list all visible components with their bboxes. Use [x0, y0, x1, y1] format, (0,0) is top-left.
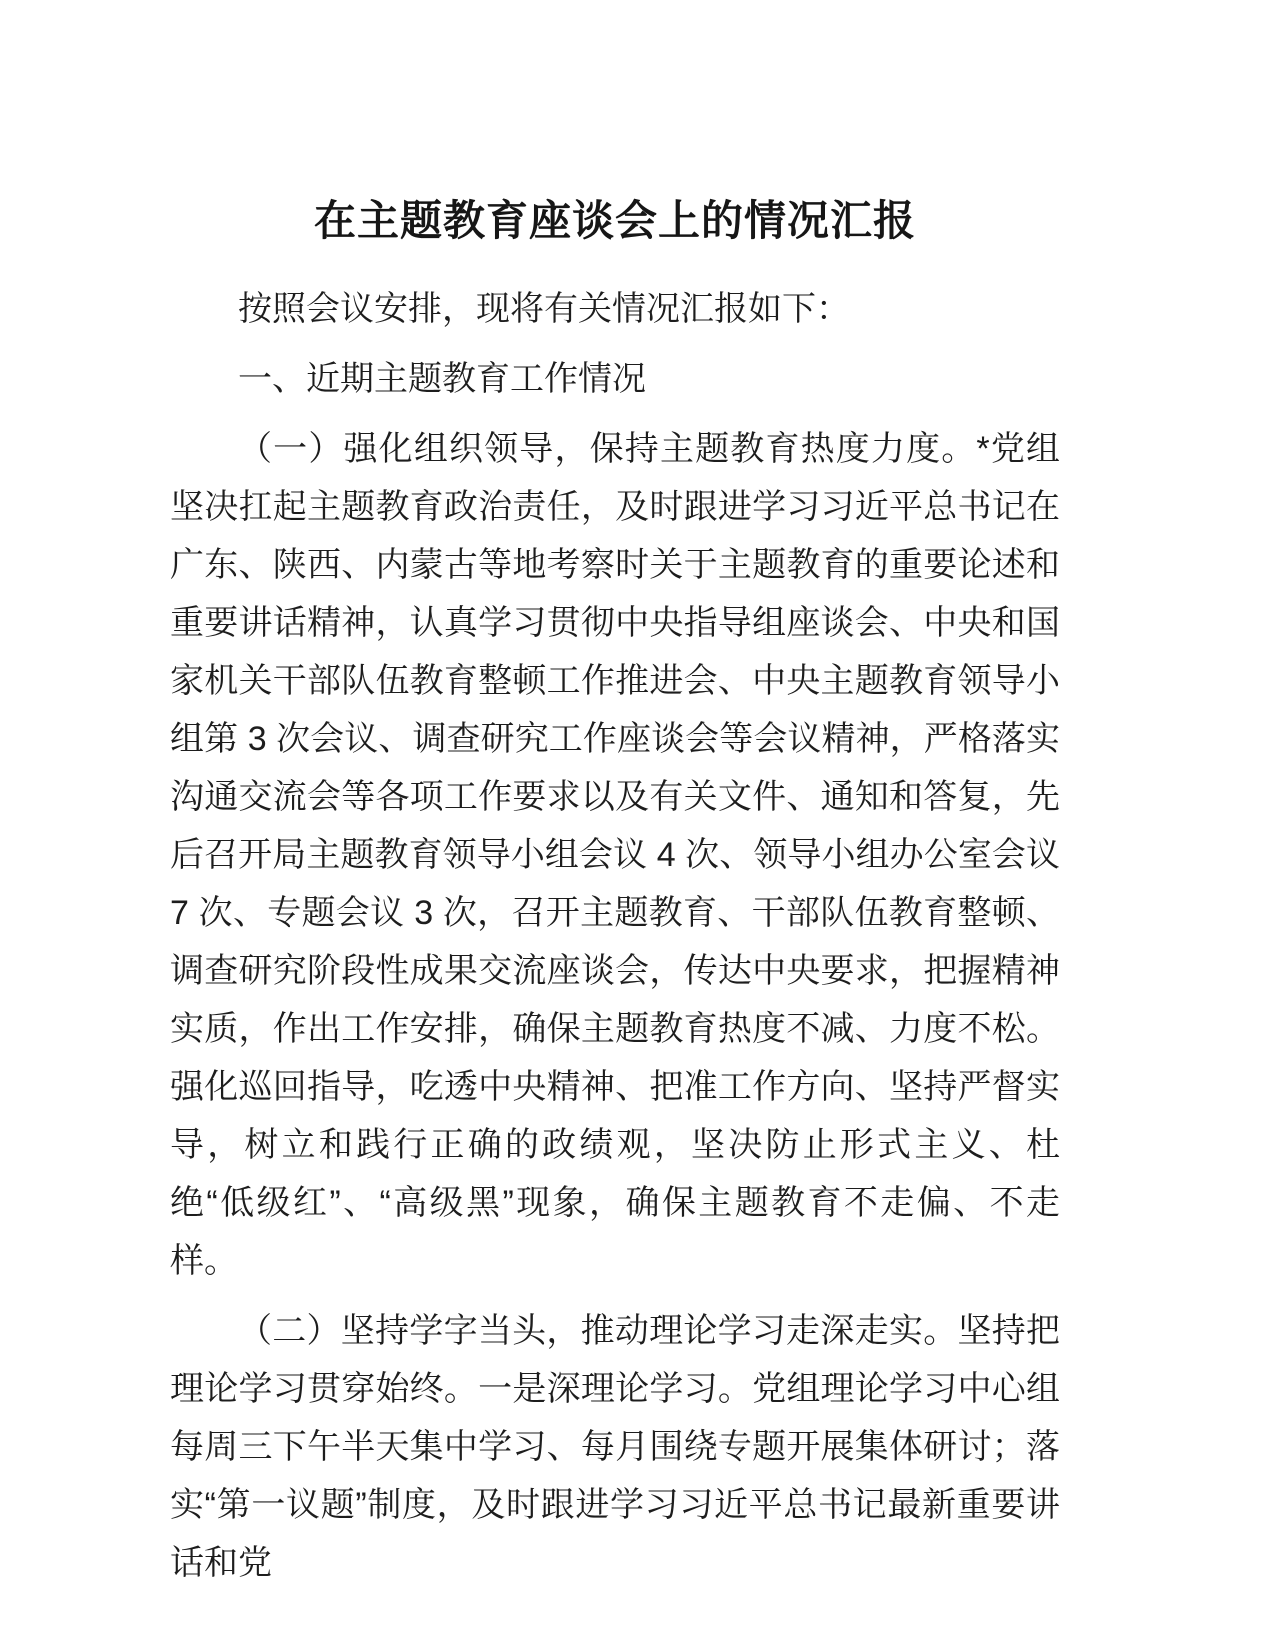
section-1-heading: 一、近期主题教育工作情况 — [238, 360, 646, 398]
paragraph-1-2: （二）坚持学字当头，推动理论学习走深走实。坚持把理论学习贯穿始终。一是深理论学习。党组理论学习中心组每周三下午半天集中学习、每月围绕专题开展集体研讨；落实“第一议题”制度，及时跟进学习习近平总书记最新重要讲话和党 — [170, 1312, 1060, 1582]
intro-paragraph: 按照会议安排，现将有关情况汇报如下： — [238, 290, 850, 328]
document-title: 在主题教育座谈会上的情况汇报 — [313, 197, 916, 244]
document-body — [170, 280, 1060, 1592]
paragraph-1-1: （一）强化组织领导，保持主题教育热度力度。*党组坚决扛起主题教育政治责任，及时跟进学习习近平总书记在广东、陕西、内蒙古等地考察时关于主题教育的重要论述和重要讲话精神，认真学习贯彻中央指导组座谈会、中央和国家机关干部队伍教育整顿工作推进会、中央主题教育领导小组第 3 次会议、调查研究工作座谈会等会议精神，严格落实沟通交流会等各项工作要求以及有关文件、通知和答复，先后召开局主题教育领导小组会议 4 次、领导小组办公室会议 7 次、专题会议 3 次，召开主题教育、干部队伍教育整顿、调查研究阶段性成果交流座谈会，传达中央要求，把握精神实质，作出工作安排，确保主题教育热度不减、力度不松。强化巡回指导，吃透中央精神、把准工作方向、坚持严督实导，树立和践行正确的政绩观，坚决防止形式主义、杜绝“低级红”、“高级黑”现象，确保主题教育不走偏、不走样。 — [170, 430, 1060, 1280]
